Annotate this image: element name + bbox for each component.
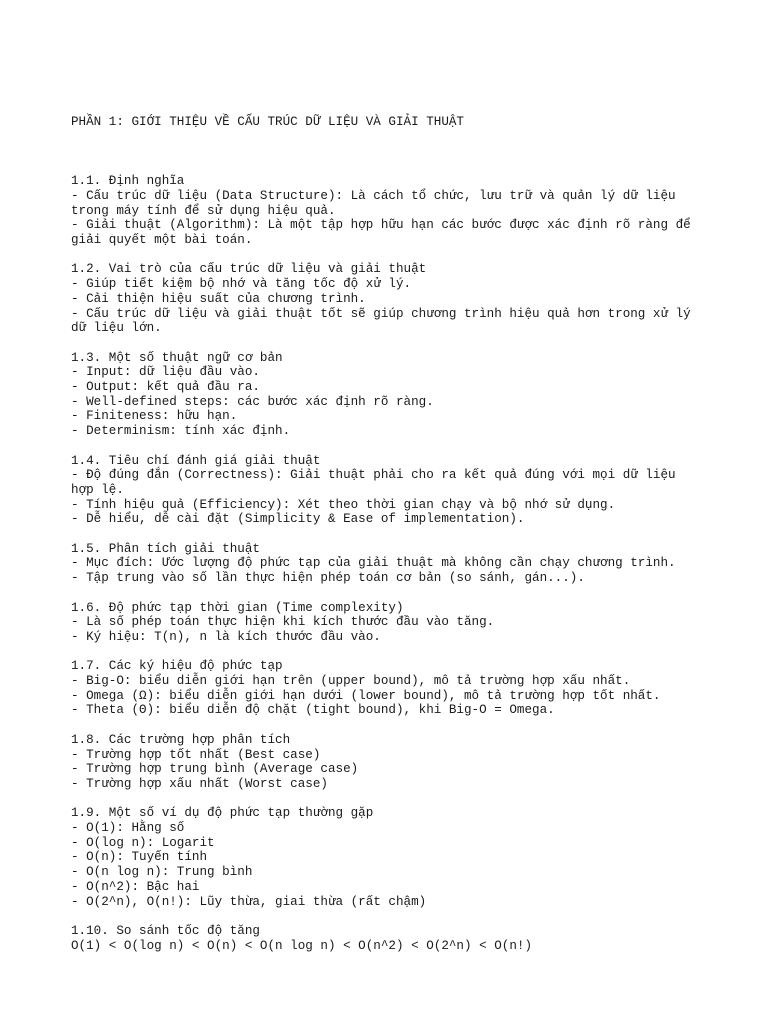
section-line: - Theta (Θ): biểu diễn độ chặt (tight bound), khi Big-O = Omega. (71, 703, 555, 718)
section-line: dữ liệu lớn. (71, 321, 162, 336)
section-6 (71, 601, 711, 645)
section-line: - Input: dữ liệu đầu vào. (71, 365, 260, 380)
section-heading: 1.4. Tiêu chí đánh giá giải thuật (71, 453, 321, 468)
section-5 (71, 542, 711, 586)
section-line: - O(n^2): Bậc hai (71, 879, 200, 894)
section-4 (71, 454, 711, 528)
section-line: - Cấu trúc dữ liệu (Data Structure): Là cách tổ chức, lưu trữ và quản lý dữ liệu (71, 188, 676, 203)
section-10 (71, 924, 711, 953)
section-list (71, 174, 711, 953)
section-line: - Omega (Ω): biểu diễn giới hạn dưới (lower bound), mô tả trường hợp tốt nhất. (71, 688, 661, 703)
section-heading: 1.8. Các trường hợp phân tích (71, 732, 291, 747)
section-line: - O(1): Hằng số (71, 821, 185, 836)
section-line: - Dễ hiểu, dễ cài đặt (Simplicity & Ease of implementation). (71, 512, 525, 527)
section-2 (71, 262, 711, 336)
section-line: - Cải thiện hiệu suất của chương trình. (71, 291, 366, 306)
document-body (71, 86, 711, 983)
section-heading: 1.2. Vai trò của cấu trúc dữ liệu và giải thuật (71, 262, 427, 277)
section-heading: 1.6. Độ phức tạp thời gian (Time complexity) (71, 600, 404, 615)
section-8 (71, 733, 711, 792)
document-title: PHẦN 1: GIỚI THIỆU VỀ CẤU TRÚC DỮ LIỆU VÀ GIẢI THUẬT (71, 115, 464, 130)
section-line: - Trường hợp trung bình (Average case) (71, 762, 359, 777)
section-9 (71, 806, 711, 909)
section-line: - Ký hiệu: T(n), n là kích thước đầu vào. (71, 629, 381, 644)
section-line: - Mục đích: Ước lượng độ phức tạp của giải thuật mà không cần chạy chương trình. (71, 556, 676, 571)
section-line: giải quyết một bài toán. (71, 233, 253, 248)
section-line: - Tính hiệu quả (Efficiency): Xét theo thời gian chạy và bộ nhớ sử dụng. (71, 497, 616, 512)
section-heading: 1.1. Định nghĩa (71, 174, 185, 189)
section-line: - Big-O: biểu diễn giới hạn trên (upper bound), mô tả trường hợp xấu nhất. (71, 674, 631, 689)
section-line: - Độ đúng đắn (Correctness): Giải thuật phải cho ra kết quả đúng với mọi dữ liệu (71, 468, 676, 483)
section-line: - Trường hợp xấu nhất (Worst case) (71, 776, 328, 791)
section-line: - Giải thuật (Algorithm): Là một tập hợp hữu hạn các bước được xác định rõ ràng để (71, 218, 691, 233)
section-line: - Trường hợp tốt nhất (Best case) (71, 747, 321, 762)
section-heading: 1.10. So sánh tốc độ tăng (71, 923, 260, 938)
section-heading: 1.7. Các ký hiệu độ phức tạp (71, 659, 283, 674)
section-1 (71, 174, 711, 248)
section-line: - Output: kết quả đầu ra. (71, 380, 260, 395)
section-heading: 1.9. Một số ví dụ độ phức tạp thường gặp (71, 806, 374, 821)
section-line: - Determinism: tính xác định. (71, 424, 291, 439)
section-line: O(1) < O(log n) < O(n) < O(n log n) < O(n^2) < O(2^n) < O(n!) (71, 938, 533, 953)
section-heading: 1.5. Phân tích giải thuật (71, 541, 260, 556)
section-line: hợp lệ. (71, 482, 124, 497)
section-line: trong máy tính để sử dụng hiệu quả. (71, 203, 336, 218)
section-line: - Tập trung vào số lần thực hiện phép toán cơ bản (so sánh, gán...). (71, 571, 585, 586)
section-7 (71, 659, 711, 718)
section-line: - Well-defined steps: các bước xác định rõ ràng. (71, 394, 434, 409)
section-line: - O(n log n): Trung bình (71, 865, 253, 880)
section-line: - O(2^n), O(n!): Lũy thừa, giai thừa (rất chậm) (71, 894, 427, 909)
section-line: - Giúp tiết kiệm bộ nhớ và tăng tốc độ xử lý. (71, 277, 412, 292)
section-line: - O(log n): Logarit (71, 835, 215, 850)
section-line: - O(n): Tuyến tính (71, 850, 208, 865)
section-heading: 1.3. Một số thuật ngữ cơ bản (71, 350, 283, 365)
section-line: - Finiteness: hữu hạn. (71, 409, 238, 424)
section-3 (71, 351, 711, 439)
section-line: - Là số phép toán thực hiện khi kích thước đầu vào tăng. (71, 615, 495, 630)
section-line: - Cấu trúc dữ liệu và giải thuật tốt sẽ giúp chương trình hiệu quả hơn trong xử lý (71, 306, 691, 321)
